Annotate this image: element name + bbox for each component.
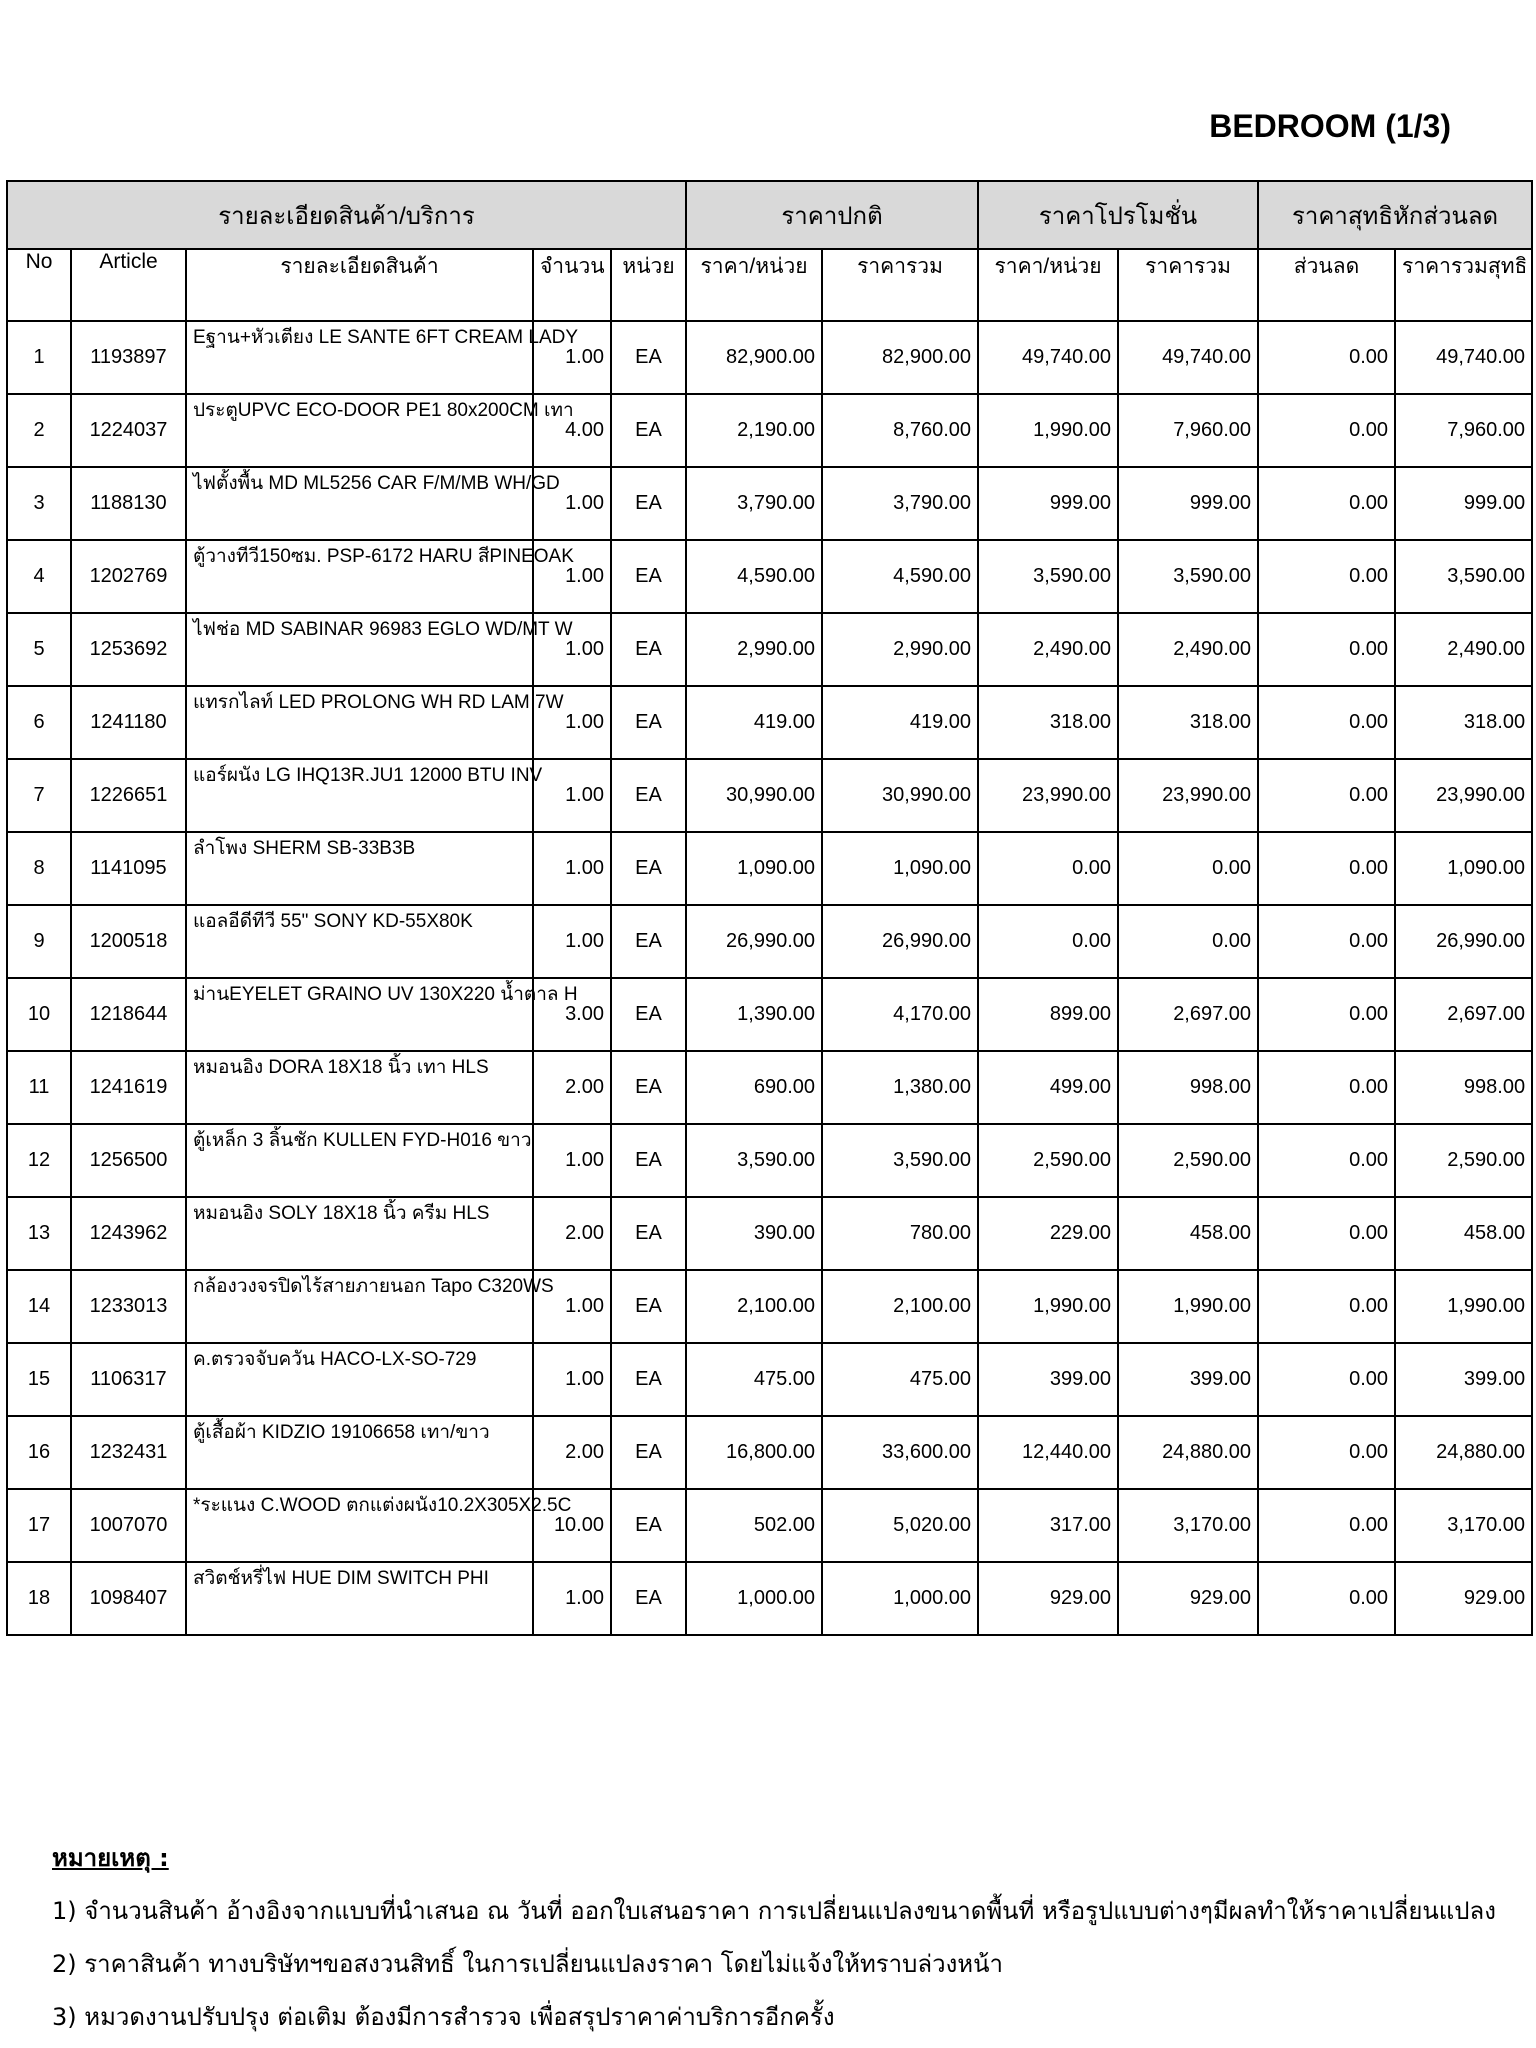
col-normal-total-cell: 4,170.00 [822,978,978,1051]
col-promo-total-cell: 2,590.00 [1118,1124,1258,1197]
note-line: 3) หมวดงานปรับปรุง ต่อเติม ต้องมีการสำรวจ เพื่อสรุปราคาค่าบริการอีกครั้ง [52,2003,835,2031]
col-quantity-cell: 1.00 [533,1270,611,1343]
col-no-cell: 7 [7,759,71,832]
col-normal-total-cell: 5,020.00 [822,1489,978,1562]
col-article-cell: 1224037 [71,394,186,467]
col-normal-total-cell: 2,100.00 [822,1270,978,1343]
group-header-row [7,181,1532,249]
col-normal-total-cell: 1,090.00 [822,832,978,905]
col-no-cell: 4 [7,540,71,613]
col-description-cell: ค.ตรวจจับควัน HACO-LX-SO-729 [186,1343,533,1416]
table-row [7,905,1532,978]
col-promo-total-header: ราคารวม [1118,249,1258,321]
col-normal-unit-price-cell: 1,090.00 [686,832,822,905]
col-discount-cell: 0.00 [1258,613,1395,686]
col-unit-cell: EA [611,1416,686,1489]
table-body [7,321,1532,1635]
col-article-cell: 1007070 [71,1489,186,1562]
col-article-cell: 1226651 [71,759,186,832]
col-article-cell: 1241619 [71,1051,186,1124]
col-quantity-cell: 1.00 [533,467,611,540]
col-promo-unit-price-cell: 999.00 [978,467,1118,540]
col-discount-cell: 0.00 [1258,759,1395,832]
col-promo-total-cell: 3,590.00 [1118,540,1258,613]
quotation-table [6,180,1533,1636]
col-quantity-cell: 2.00 [533,1197,611,1270]
col-description-cell: ม่านEYELET GRAINO UV 130X220 น้ำตาล H [186,978,533,1051]
col-normal-total-cell: 3,590.00 [822,1124,978,1197]
col-net-total-cell: 1,990.00 [1395,1270,1532,1343]
group-header-promo-price: ราคาโปรโมชั่น [978,181,1258,249]
col-promo-unit-price-cell: 2,490.00 [978,613,1118,686]
col-article-header: Article [71,249,186,321]
table-row [7,540,1532,613]
col-article-cell: 1106317 [71,1343,186,1416]
table-row [7,1343,1532,1416]
col-no-cell: 16 [7,1416,71,1489]
col-article-cell: 1232431 [71,1416,186,1489]
col-description-cell: ตู้เหล็ก 3 ลิ้นชัก KULLEN FYD-H016 ขาว [186,1124,533,1197]
col-description-cell: ไฟช่อ MD SABINAR 96983 EGLO WD/MT W [186,613,533,686]
col-normal-total-cell: 4,590.00 [822,540,978,613]
col-promo-unit-price-cell: 0.00 [978,905,1118,978]
col-normal-unit-price-header: ราคา/หน่วย [686,249,822,321]
col-discount-cell: 0.00 [1258,1197,1395,1270]
col-unit-cell: EA [611,1562,686,1635]
col-net-total-cell: 26,990.00 [1395,905,1532,978]
col-normal-total-cell: 419.00 [822,686,978,759]
col-description-cell: แทรกไลท์ LED PROLONG WH RD LAM 7W [186,686,533,759]
col-normal-unit-price-cell: 419.00 [686,686,822,759]
col-description-header: รายละเอียดสินค้า [186,249,533,321]
col-normal-unit-price-cell: 26,990.00 [686,905,822,978]
col-promo-unit-price-header: ราคา/หน่วย [978,249,1118,321]
col-normal-unit-price-cell: 2,190.00 [686,394,822,467]
col-no-cell: 18 [7,1562,71,1635]
col-no-header: No [7,249,71,321]
col-unit-cell: EA [611,905,686,978]
col-discount-header: ส่วนลด [1258,249,1395,321]
col-unit-cell: EA [611,1197,686,1270]
col-promo-total-cell: 929.00 [1118,1562,1258,1635]
col-promo-unit-price-cell: 23,990.00 [978,759,1118,832]
col-description-cell: แอร์ผนัง LG IHQ13R.JU1 12000 BTU INV [186,759,533,832]
col-no-cell: 5 [7,613,71,686]
col-article-cell: 1200518 [71,905,186,978]
col-unit-cell: EA [611,1489,686,1562]
col-description-cell: หมอนอิง SOLY 18X18 นิ้ว ครีม HLS [186,1197,533,1270]
col-discount-cell: 0.00 [1258,1416,1395,1489]
col-promo-total-cell: 1,990.00 [1118,1270,1258,1343]
col-promo-unit-price-cell: 0.00 [978,832,1118,905]
col-promo-unit-price-cell: 899.00 [978,978,1118,1051]
col-promo-unit-price-cell: 2,590.00 [978,1124,1118,1197]
table-row [7,686,1532,759]
col-description-cell: ลำโพง SHERM SB-33B3B [186,832,533,905]
col-quantity-cell: 1.00 [533,759,611,832]
col-unit-cell: EA [611,1051,686,1124]
col-quantity-cell: 1.00 [533,613,611,686]
col-normal-unit-price-cell: 390.00 [686,1197,822,1270]
col-promo-unit-price-cell: 317.00 [978,1489,1118,1562]
col-promo-total-cell: 998.00 [1118,1051,1258,1124]
table-row [7,394,1532,467]
col-unit-cell: EA [611,467,686,540]
col-quantity-cell: 2.00 [533,1416,611,1489]
col-description-cell: Eฐาน+หัวเตียง LE SANTE 6FT CREAM LADY [186,321,533,394]
col-description-cell: แอลอีดีทีวี 55" SONY KD-55X80K [186,905,533,978]
col-net-total-cell: 7,960.00 [1395,394,1532,467]
col-description-cell: ไฟตั้งพื้น MD ML5256 CAR F/M/MB WH/GD [186,467,533,540]
col-quantity-cell: 1.00 [533,1124,611,1197]
col-promo-total-cell: 23,990.00 [1118,759,1258,832]
col-no-cell: 17 [7,1489,71,1562]
col-no-cell: 9 [7,905,71,978]
col-article-cell: 1141095 [71,832,186,905]
notes-heading: หมายเหตุ : [52,1844,169,1872]
col-promo-unit-price-cell: 12,440.00 [978,1416,1118,1489]
col-description-cell: กล้องวงจรปิดไร้สายภายนอก Tapo C320WS [186,1270,533,1343]
col-quantity-cell: 1.00 [533,540,611,613]
group-header-normal-price: ราคาปกติ [686,181,978,249]
col-normal-total-cell: 780.00 [822,1197,978,1270]
col-no-cell: 10 [7,978,71,1051]
col-normal-total-cell: 33,600.00 [822,1416,978,1489]
note-line: 1) จำนวนสินค้า อ้างอิงจากแบบที่นำเสนอ ณ วันที่ ออกใบเสนอราคา การเปลี่ยนแปลงขนาดพื้นที่ หรือรูปแบบต่างๆมีผลทำให้ราคาเปลี่ยนแปลง [52,1897,1496,1925]
col-promo-unit-price-cell: 1,990.00 [978,394,1118,467]
col-net-total-cell: 2,697.00 [1395,978,1532,1051]
column-header-row [7,249,1532,321]
col-quantity-cell: 1.00 [533,905,611,978]
col-discount-cell: 0.00 [1258,540,1395,613]
notes-section [52,1838,1496,2036]
col-discount-cell: 0.00 [1258,686,1395,759]
col-article-cell: 1243962 [71,1197,186,1270]
col-discount-cell: 0.00 [1258,905,1395,978]
table-row [7,1197,1532,1270]
col-net-total-cell: 458.00 [1395,1197,1532,1270]
col-no-cell: 2 [7,394,71,467]
col-promo-unit-price-cell: 399.00 [978,1343,1118,1416]
col-no-cell: 12 [7,1124,71,1197]
col-unit-cell: EA [611,321,686,394]
col-net-total-cell: 2,590.00 [1395,1124,1532,1197]
col-discount-cell: 0.00 [1258,1343,1395,1416]
col-normal-unit-price-cell: 82,900.00 [686,321,822,394]
col-quantity-cell: 1.00 [533,1343,611,1416]
col-net-total-cell: 998.00 [1395,1051,1532,1124]
col-net-total-cell: 929.00 [1395,1562,1532,1635]
col-description-cell: สวิตช์หรี่ไฟ HUE DIM SWITCH PHI [186,1562,533,1635]
col-article-cell: 1202769 [71,540,186,613]
col-no-cell: 14 [7,1270,71,1343]
col-article-cell: 1218644 [71,978,186,1051]
table-row [7,1124,1532,1197]
col-unit-header: หน่วย [611,249,686,321]
col-article-cell: 1193897 [71,321,186,394]
col-normal-unit-price-cell: 1,390.00 [686,978,822,1051]
col-discount-cell: 0.00 [1258,321,1395,394]
col-article-cell: 1188130 [71,467,186,540]
col-article-cell: 1098407 [71,1562,186,1635]
col-normal-total-cell: 8,760.00 [822,394,978,467]
col-unit-cell: EA [611,1124,686,1197]
table-row [7,321,1532,394]
col-normal-total-cell: 1,000.00 [822,1562,978,1635]
group-header-details: รายละเอียดสินค้า/บริการ [7,181,686,249]
col-quantity-cell: 1.00 [533,321,611,394]
col-no-cell: 13 [7,1197,71,1270]
table-row [7,467,1532,540]
col-unit-cell: EA [611,759,686,832]
col-unit-cell: EA [611,613,686,686]
col-promo-total-cell: 49,740.00 [1118,321,1258,394]
col-normal-total-header: ราคารวม [822,249,978,321]
col-article-cell: 1233013 [71,1270,186,1343]
note-line: 2) ราคาสินค้า ทางบริษัทฯขอสงวนสิทธิ์ ในการเปลี่ยนแปลงราคา โดยไม่แจ้งให้ทราบล่วงหน้า [52,1950,1003,1978]
table-row [7,832,1532,905]
col-net-total-cell: 3,590.00 [1395,540,1532,613]
col-description-cell: ตู้วางทีวี150ซม. PSP-6172 HARU สีPINEOAK [186,540,533,613]
table-row [7,1562,1532,1635]
col-promo-unit-price-cell: 1,990.00 [978,1270,1118,1343]
col-quantity-cell: 2.00 [533,1051,611,1124]
col-quantity-cell: 1.00 [533,832,611,905]
col-normal-unit-price-cell: 16,800.00 [686,1416,822,1489]
col-promo-total-cell: 399.00 [1118,1343,1258,1416]
col-article-cell: 1253692 [71,613,186,686]
col-normal-unit-price-cell: 30,990.00 [686,759,822,832]
table-row [7,1489,1532,1562]
col-quantity-cell: 1.00 [533,686,611,759]
col-normal-unit-price-cell: 1,000.00 [686,1562,822,1635]
col-article-cell: 1241180 [71,686,186,759]
col-unit-cell: EA [611,832,686,905]
col-net-total-cell: 318.00 [1395,686,1532,759]
col-net-total-cell: 24,880.00 [1395,1416,1532,1489]
page-title: BEDROOM (1/3) [1209,108,1451,144]
col-promo-unit-price-cell: 929.00 [978,1562,1118,1635]
col-normal-total-cell: 3,790.00 [822,467,978,540]
col-discount-cell: 0.00 [1258,1270,1395,1343]
col-normal-total-cell: 82,900.00 [822,321,978,394]
table-row [7,978,1532,1051]
col-normal-total-cell: 2,990.00 [822,613,978,686]
col-quantity-cell: 4.00 [533,394,611,467]
col-article-cell: 1256500 [71,1124,186,1197]
col-normal-unit-price-cell: 475.00 [686,1343,822,1416]
col-net-total-cell: 23,990.00 [1395,759,1532,832]
col-promo-unit-price-cell: 3,590.00 [978,540,1118,613]
col-normal-unit-price-cell: 502.00 [686,1489,822,1562]
table-row [7,613,1532,686]
table-row [7,1416,1532,1489]
col-no-cell: 11 [7,1051,71,1124]
col-discount-cell: 0.00 [1258,1124,1395,1197]
col-no-cell: 8 [7,832,71,905]
col-no-cell: 15 [7,1343,71,1416]
col-promo-total-cell: 2,490.00 [1118,613,1258,686]
col-net-total-cell: 1,090.00 [1395,832,1532,905]
col-description-cell: ประตูUPVC ECO-DOOR PE1 80x200CM เทา [186,394,533,467]
col-net-total-cell: 49,740.00 [1395,321,1532,394]
col-promo-total-cell: 0.00 [1118,832,1258,905]
col-no-cell: 3 [7,467,71,540]
col-promo-total-cell: 3,170.00 [1118,1489,1258,1562]
col-quantity-cell: 1.00 [533,1562,611,1635]
table-row [7,759,1532,832]
col-unit-cell: EA [611,978,686,1051]
col-promo-unit-price-cell: 318.00 [978,686,1118,759]
col-no-cell: 1 [7,321,71,394]
col-normal-total-cell: 1,380.00 [822,1051,978,1124]
col-no-cell: 6 [7,686,71,759]
col-net-total-header: ราคารวมสุทธิ [1395,249,1532,321]
col-net-total-cell: 2,490.00 [1395,613,1532,686]
col-promo-total-cell: 458.00 [1118,1197,1258,1270]
col-description-cell: *ระแนง C.WOOD ตกแต่งผนัง10.2X305X2.5C [186,1489,533,1562]
col-discount-cell: 0.00 [1258,978,1395,1051]
col-unit-cell: EA [611,394,686,467]
col-normal-total-cell: 30,990.00 [822,759,978,832]
col-discount-cell: 0.00 [1258,1489,1395,1562]
col-description-cell: ตู้เสื้อผ้า KIDZIO 19106658 เทา/ขาว [186,1416,533,1489]
col-promo-total-cell: 2,697.00 [1118,978,1258,1051]
col-discount-cell: 0.00 [1258,1051,1395,1124]
col-description-cell: หมอนอิง DORA 18X18 นิ้ว เทา HLS [186,1051,533,1124]
col-normal-unit-price-cell: 690.00 [686,1051,822,1124]
col-normal-unit-price-cell: 3,590.00 [686,1124,822,1197]
table-row [7,1270,1532,1343]
table-row [7,1051,1532,1124]
col-unit-cell: EA [611,1270,686,1343]
col-promo-total-cell: 0.00 [1118,905,1258,978]
col-normal-total-cell: 475.00 [822,1343,978,1416]
col-promo-unit-price-cell: 49,740.00 [978,321,1118,394]
col-unit-cell: EA [611,686,686,759]
col-quantity-cell: 3.00 [533,978,611,1051]
col-promo-total-cell: 7,960.00 [1118,394,1258,467]
col-discount-cell: 0.00 [1258,832,1395,905]
group-header-net-price: ราคาสุทธิหักส่วนลด [1258,181,1532,249]
col-discount-cell: 0.00 [1258,1562,1395,1635]
col-discount-cell: 0.00 [1258,394,1395,467]
col-unit-cell: EA [611,540,686,613]
col-net-total-cell: 3,170.00 [1395,1489,1532,1562]
col-normal-unit-price-cell: 2,990.00 [686,613,822,686]
col-net-total-cell: 999.00 [1395,467,1532,540]
col-quantity-cell: 10.00 [533,1489,611,1562]
col-unit-cell: EA [611,1343,686,1416]
col-normal-unit-price-cell: 2,100.00 [686,1270,822,1343]
col-promo-unit-price-cell: 229.00 [978,1197,1118,1270]
col-promo-total-cell: 318.00 [1118,686,1258,759]
col-normal-unit-price-cell: 3,790.00 [686,467,822,540]
col-discount-cell: 0.00 [1258,467,1395,540]
col-promo-total-cell: 24,880.00 [1118,1416,1258,1489]
col-promo-total-cell: 999.00 [1118,467,1258,540]
col-promo-unit-price-cell: 499.00 [978,1051,1118,1124]
col-net-total-cell: 399.00 [1395,1343,1532,1416]
col-normal-unit-price-cell: 4,590.00 [686,540,822,613]
col-quantity-header: จำนวน [533,249,611,321]
col-normal-total-cell: 26,990.00 [822,905,978,978]
